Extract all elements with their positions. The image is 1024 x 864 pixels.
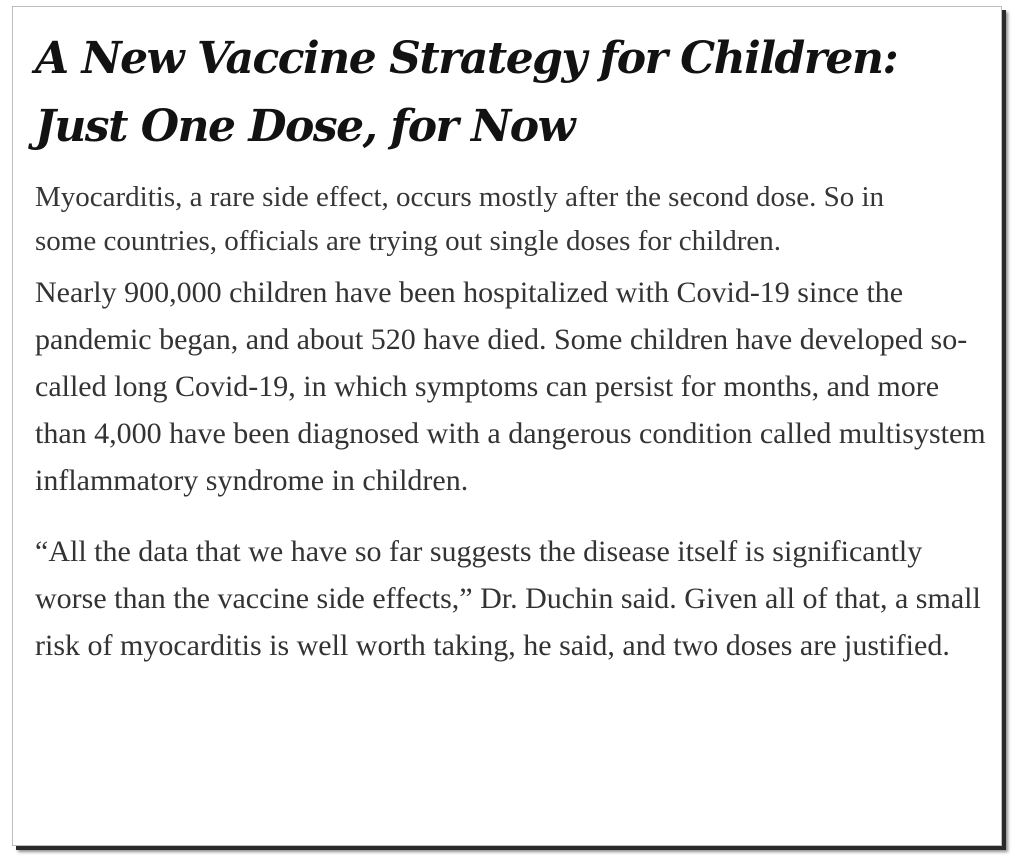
article-headline: A New Vaccine Strategy for Children: Just One Dose, for Now xyxy=(35,33,898,152)
article-paragraph-2: “All the data that we have so far suggests the disease itself is significantly worse than the vaccine side effects,” Dr. Duchin said. Given all of that, a small risk of myocarditis is well worth taking, he said, and two doses are justified. xyxy=(35,535,981,662)
article-paragraph-1: Nearly 900,000 children have been hospitalized with Covid-19 since the pandemic began, and about 520 have died. Some children have developed so-called long Covid-19, in which symptoms can persist for months, and more than 4,000 have been diagnosed with a dangerous condition called multisystem inflammatory syndrome in children. xyxy=(35,276,986,497)
article-content xyxy=(35,25,990,669)
article-summary: Myocarditis, a rare side effect, occurs mostly after the second dose. So in some countries, officials are trying out single doses for children. xyxy=(35,181,885,257)
article-clipping xyxy=(12,6,1002,846)
